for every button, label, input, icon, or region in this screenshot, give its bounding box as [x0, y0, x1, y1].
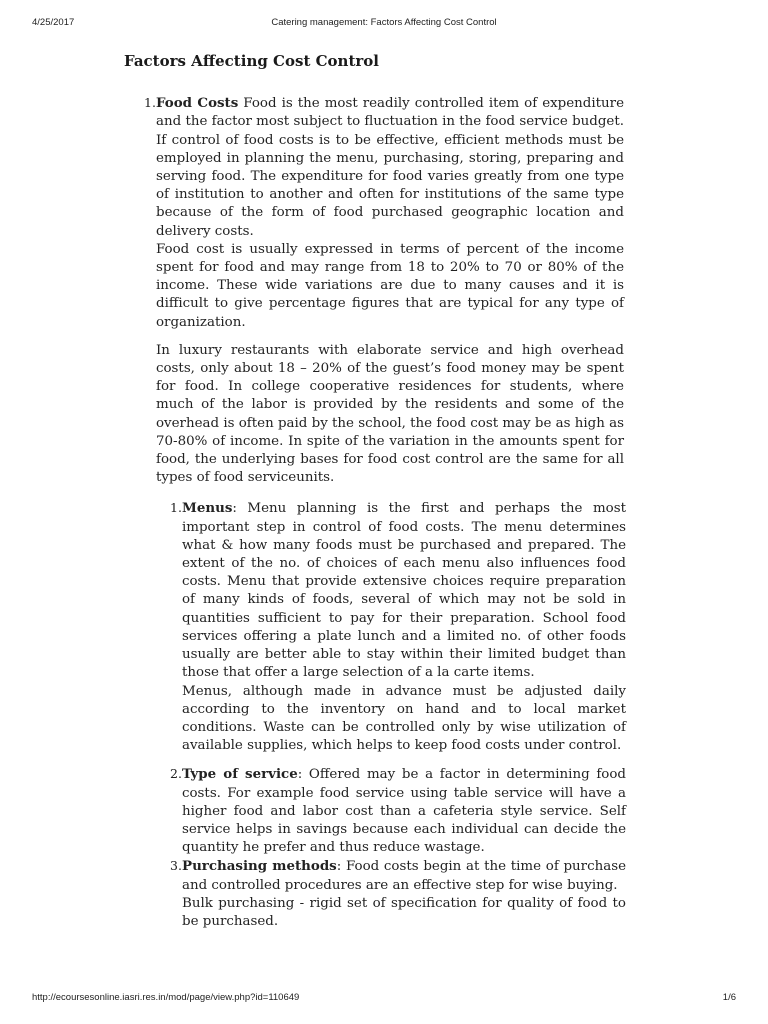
paragraph: In luxury restaurants with elaborate service and high overhead costs, only about 18 – 20% of the guest’s food money may be spent for food. In college cooperative residences for students, where much of the labor is provided by the residents and some of the overhead is often paid by the school, the food cost may be as high as 70-80% of income. In spite of the variation in the amounts spent for food, the underlying bases for food cost control are the same for all types of food serviceunits. — [156, 342, 624, 486]
paragraph — [156, 94, 624, 241]
item-text: : Menu planning is the first and perhaps the most important step in control of food costs. The menu determines what & how many foods must be purchased and prepared. The extent of the no. of choices of each menu also influences food costs. Menu that provide extensive choices require preparation of many kinds of foods, several of which may not be sold in quantities sufficient to pay for their preparation. School food services offering a plate lunch and a limited no. of other foods usually are better able to stay within their limited budget than those that offer a large selection of a la carte items. — [182, 501, 626, 681]
item-heading: Food Costs — [156, 95, 239, 112]
list-item-menus — [170, 499, 626, 755]
list-item-purchasing-methods — [170, 857, 626, 931]
item-heading: Menus — [182, 500, 233, 517]
list-number: 1. — [170, 500, 182, 516]
footer-url: http://ecoursesonline.iasri.res.in/mod/page/view.php?id=110649 — [32, 992, 300, 1003]
item-text: : Offered may be a factor in determining food costs. For example food service using table service will have a higher food and labor cost than a cafeteria style service. Self service helps in savings because each individual can decide the quantity he prefer and thus reduce wastage. — [182, 767, 626, 856]
item-text: : Food costs begin at the time of purchase and controlled procedures are an effective step for wise buying. — [182, 859, 626, 893]
paragraph: Bulk purchasing - rigid set of specification for quality of food to be purchased. — [182, 895, 626, 929]
list-item-type-of-service — [170, 765, 626, 857]
list-number: 1. — [144, 95, 156, 111]
paragraph: Menus, although made in advance must be adjusted daily according to the inventory on hand and to local market conditions. Waste can be controlled only by wise utilization of available supplies, which helps to keep food costs under control. — [182, 683, 626, 754]
header-date: 4/25/2017 — [32, 17, 75, 28]
page-title: Factors Affecting Cost Control — [124, 52, 379, 70]
item-heading: Purchasing methods — [182, 858, 337, 875]
list-item-food-costs — [144, 94, 624, 487]
footer-page-number: 1/6 — [722, 992, 736, 1003]
header-title: Catering management: Factors Affecting Cost Control — [271, 17, 497, 28]
list-number: 3. — [170, 858, 182, 874]
item-text: Food is the most readily controlled item of expenditure and the factor most subject to fluctuation in the food service budget. If control of food costs is to be effective, efficient methods must be employed in planning the menu, purchasing, storing, preparing and serving food. The expenditure for food varies greatly from one type of institution to another and often for institutions of the same type because of the form of food purchased geographic location and delivery costs. — [156, 96, 624, 239]
paragraph — [182, 765, 626, 857]
document-body — [124, 52, 624, 931]
paragraph — [182, 857, 626, 894]
paragraph: Food cost is usually expressed in terms of percent of the income spent for food and may range from 18 to 20% to 70 or 80% of the income. These wide variations are due to many causes and it is difficult to give percentage figures that are typical for any type of organization. — [156, 241, 624, 330]
list-number: 2. — [170, 766, 182, 782]
item-heading: Type of service — [182, 766, 298, 783]
paragraph — [182, 499, 626, 682]
